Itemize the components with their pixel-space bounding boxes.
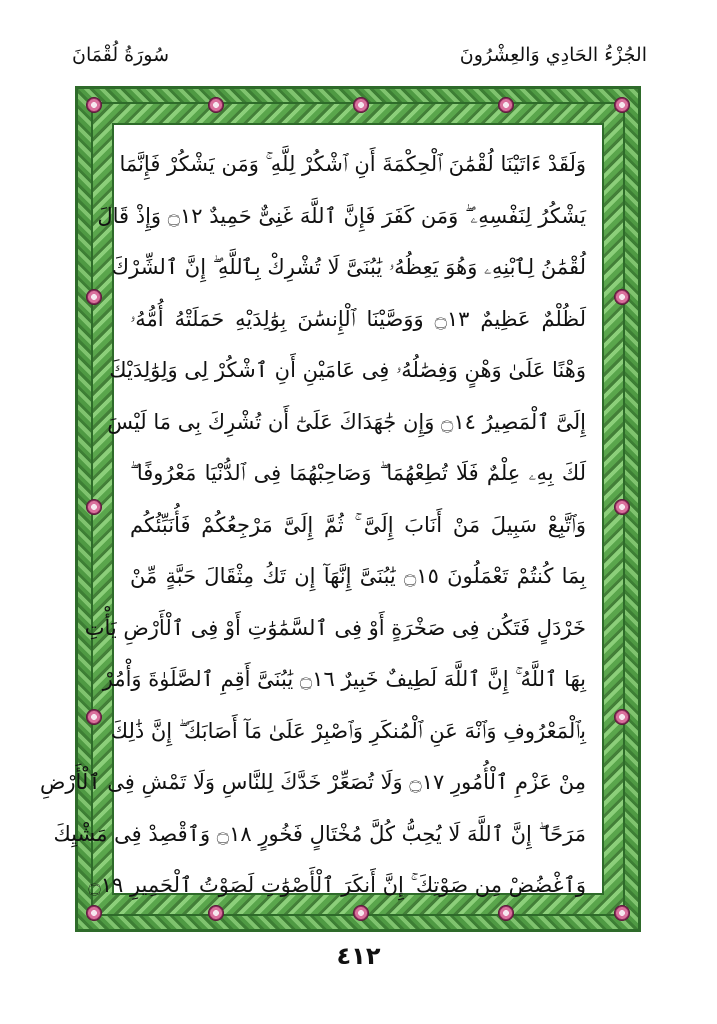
text-line-10: خَرْدَلٍ فَتَكُن فِى صَخْرَةٍ أَوْ فِى ٱلسَّمَٰوَٰتِ أَوْ فِى ٱلْأَرْضِ يَأْتِ xyxy=(84,615,586,640)
rosette-ornament-icon xyxy=(86,499,102,515)
quran-text-area xyxy=(40,123,604,897)
text-line-14: مَرَحًا ۖ إِنَّ ٱللَّهَ لَا يُحِبُّ كُلَّ مُخْتَالٍ فَخُورٍ ۝١٨ وَٱقْصِدْ فِى مَشْيِكَ xyxy=(53,821,586,846)
rosette-ornament-icon xyxy=(614,709,630,725)
page-number: ٤١٢ xyxy=(336,942,381,970)
rosette-ornament-icon xyxy=(86,289,102,305)
text-line-5: وَهْنًا عَلَىٰ وَهْنٍ وَفِصَٰلُهُۥ فِى عَامَيْنِ أَنِ ٱشْكُرْ لِى وَلِوَٰلِدَيْكَ xyxy=(109,358,586,382)
rosette-ornament-icon xyxy=(86,709,102,725)
text-line-8: وَٱتَّبِعْ سَبِيلَ مَنْ أَنَابَ إِلَىَّ ۚ ثُمَّ إِلَىَّ مَرْجِعُكُمْ فَأُنَبِّئُكُم xyxy=(130,512,586,537)
text-line-9: بِمَا كُنتُمْ تَعْمَلُونَ ۝١٥ يَٰبُنَىَّ إِنَّهَآ إِن تَكُ مِثْقَالَ حَبَّةٍ مِّنْ xyxy=(130,564,586,588)
text-line-1: وَلَقَدْ ءَاتَيْنَا لُقْمَٰنَ ٱلْحِكْمَةَ أَنِ ٱشْكُرْ لِلَّهِ ۚ وَمَن يَشْكُرْ فَإِنَّمَا xyxy=(119,152,586,176)
text-line-11: بِهَا ٱللَّهُ ۚ إِنَّ ٱللَّهَ لَطِيفٌ خَبِيرٌ ۝١٦ يَٰبُنَىَّ أَقِمِ ٱلصَّلَوٰةَ وَأْمُرْ xyxy=(102,667,586,691)
rosette-ornament-icon xyxy=(614,97,630,113)
text-line-4: لَظُلْمٌ عَظِيمٌ ۝١٣ وَوَصَّيْنَا ٱلْإِنسَٰنَ بِوَٰلِدَيْهِ حَمَلَتْهُ أُمُّهُۥ xyxy=(130,306,586,331)
ornamental-border xyxy=(40,86,641,932)
text-line-3: لُقْمَٰنُ لِٱبْنِهِۦ وَهُوَ يَعِظُهُۥ يَٰبُنَىَّ لَا تُشْرِكْ بِٱللَّهِ ۖ إِنَّ ٱلشِّرْكَ xyxy=(111,255,586,279)
rosette-ornament-icon xyxy=(614,905,630,921)
juz-title: الجُزْءُ الحَادِي وَالعِشْرُونَ xyxy=(459,44,647,66)
surah-title: سُورَةُ لُقْمَانَ xyxy=(72,44,170,66)
rosette-ornament-icon xyxy=(86,97,102,113)
page-header xyxy=(72,44,647,74)
text-line-7: لَكَ بِهِۦ عِلْمٌ فَلَا تُطِعْهُمَا ۖ وَصَاحِبْهُمَا فِى ٱلدُّنْيَا مَعْرُوفًا ۖ xyxy=(130,461,586,485)
verse-lines xyxy=(40,139,586,912)
rosette-ornament-icon xyxy=(614,499,630,515)
rosette-ornament-icon xyxy=(498,97,514,113)
rosette-ornament-icon xyxy=(208,97,224,113)
text-line-13: مِنْ عَزْمِ ٱلْأُمُورِ ۝١٧ وَلَا تُصَعِّرْ خَدَّكَ لِلنَّاسِ وَلَا تَمْشِ فِى ٱلْأَرْضِ xyxy=(40,770,586,794)
text-line-12: بِٱلْمَعْرُوفِ وَٱنْهَ عَنِ ٱلْمُنكَرِ وَٱصْبِرْ عَلَىٰ مَآ أَصَابَكَ ۖ إِنَّ ذَٰلِكَ xyxy=(110,718,586,743)
rosette-ornament-icon xyxy=(614,289,630,305)
text-line-2: يَشْكُرُ لِنَفْسِهِۦ ۖ وَمَن كَفَرَ فَإِنَّ ٱللَّهَ غَنِىٌّ حَمِيدٌ ۝١٢ وَإِذْ قَالَ xyxy=(97,203,586,228)
rosette-ornament-icon xyxy=(353,97,369,113)
text-line-6: إِلَىَّ ٱلْمَصِيرُ ۝١٤ وَإِن جَٰهَدَاكَ عَلَىٰٓ أَن تُشْرِكَ بِى مَا لَيْسَ xyxy=(107,409,586,434)
text-line-15: وَٱغْضُضْ مِن صَوْتِكَ ۚ إِنَّ أَنكَرَ ٱلْأَصْوَٰتِ لَصَوْتُ ٱلْحَمِيرِ ۝١٩ xyxy=(88,873,586,897)
